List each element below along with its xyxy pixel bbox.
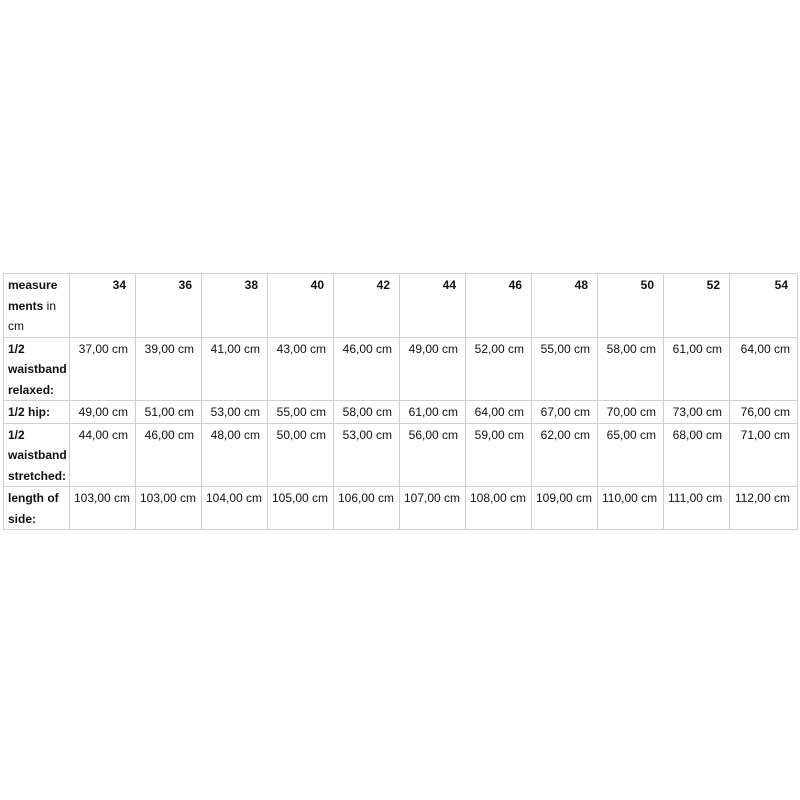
table-cell: 68,00 cm [664, 423, 730, 487]
table-cell: 53,00 cm [334, 423, 400, 487]
table-cell: 111,00 cm [664, 487, 730, 530]
corner-label-unit: in cm [8, 298, 57, 333]
table-cell: 46,00 cm [334, 337, 400, 401]
table-cell: 49,00 cm [400, 337, 466, 401]
table-cell: 55,00 cm [532, 337, 598, 401]
size-table [3, 273, 798, 530]
table-cell: 64,00 cm [730, 337, 798, 401]
table-cell: 39,00 cm [136, 337, 202, 401]
table-cell: 44,00 cm [70, 423, 136, 487]
table-cell: 50,00 cm [268, 423, 334, 487]
table-cell: 108,00 cm [466, 487, 532, 530]
table-row [4, 487, 798, 530]
table-cell: 110,00 cm [598, 487, 664, 530]
table-cell: 43,00 cm [268, 337, 334, 401]
size-header: 42 [334, 274, 400, 338]
header-row [4, 274, 798, 338]
table-cell: 59,00 cm [466, 423, 532, 487]
table-cell: 46,00 cm [136, 423, 202, 487]
size-header: 54 [730, 274, 798, 338]
table-cell: 107,00 cm [400, 487, 466, 530]
table-cell: 58,00 cm [598, 337, 664, 401]
corner-header [4, 274, 70, 338]
table-cell: 55,00 cm [268, 401, 334, 424]
table-cell: 48,00 cm [202, 423, 268, 487]
table-cell: 58,00 cm [334, 401, 400, 424]
table-cell: 105,00 cm [268, 487, 334, 530]
table-cell: 41,00 cm [202, 337, 268, 401]
row-label: 1/2 hip: [4, 401, 70, 424]
row-label: 1/2 waistband stretched: [4, 423, 70, 487]
table-cell: 65,00 cm [598, 423, 664, 487]
table-cell: 106,00 cm [334, 487, 400, 530]
table-cell: 61,00 cm [664, 337, 730, 401]
table-cell: 103,00 cm [70, 487, 136, 530]
table-cell: 53,00 cm [202, 401, 268, 424]
table-cell: 61,00 cm [400, 401, 466, 424]
row-label: length of side: [4, 487, 70, 530]
table-cell: 109,00 cm [532, 487, 598, 530]
table-cell: 49,00 cm [70, 401, 136, 424]
table-cell: 51,00 cm [136, 401, 202, 424]
size-header: 38 [202, 274, 268, 338]
size-header: 48 [532, 274, 598, 338]
table-cell: 103,00 cm [136, 487, 202, 530]
table-cell: 56,00 cm [400, 423, 466, 487]
size-header: 36 [136, 274, 202, 338]
table-cell: 64,00 cm [466, 401, 532, 424]
size-header: 40 [268, 274, 334, 338]
table-cell: 62,00 cm [532, 423, 598, 487]
table-cell: 70,00 cm [598, 401, 664, 424]
table-cell: 73,00 cm [664, 401, 730, 424]
table-cell: 76,00 cm [730, 401, 798, 424]
table-row [4, 423, 798, 487]
table-cell: 52,00 cm [466, 337, 532, 401]
size-header: 52 [664, 274, 730, 338]
size-header: 34 [70, 274, 136, 338]
table-cell: 37,00 cm [70, 337, 136, 401]
corner-label-bold: measure ments [8, 278, 58, 313]
table-cell: 71,00 cm [730, 423, 798, 487]
size-header: 50 [598, 274, 664, 338]
size-header: 44 [400, 274, 466, 338]
row-label: 1/2 waistband relaxed: [4, 337, 70, 401]
table-row [4, 337, 798, 401]
table-row [4, 401, 798, 424]
table-cell: 104,00 cm [202, 487, 268, 530]
table-cell: 67,00 cm [532, 401, 598, 424]
size-header: 46 [466, 274, 532, 338]
table-cell: 112,00 cm [730, 487, 798, 530]
size-chart [3, 273, 797, 530]
